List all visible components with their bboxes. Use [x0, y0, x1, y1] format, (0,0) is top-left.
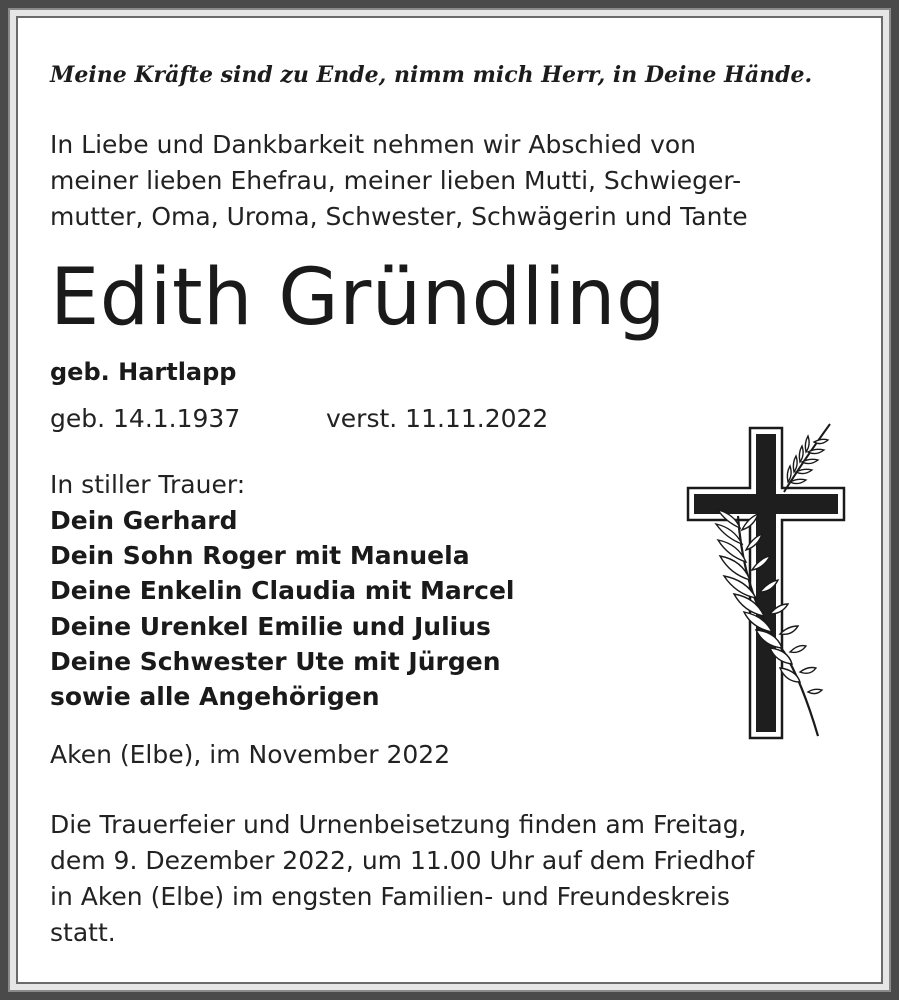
service-line: Die Trauerfeier und Urnenbeisetzung finden am Freitag,	[50, 810, 747, 839]
service-line: in Aken (Elbe) im engsten Familien- und Freundeskreis	[50, 882, 730, 911]
place-date: Aken (Elbe), im November 2022	[50, 740, 451, 769]
maiden-name: geb. Hartlapp	[50, 358, 237, 386]
mourner-line: sowie alle Angehörigen	[50, 682, 380, 712]
mourner-line: Deine Enkelin Claudia mit Marcel	[50, 576, 515, 606]
cross-with-palm	[684, 420, 854, 750]
service-notice	[50, 807, 840, 951]
mourners-list	[50, 503, 514, 714]
mourner-line: Dein Gerhard	[50, 506, 238, 535]
motto-verse: Meine Kräfte sind zu Ende, nimm mich Herr, in Deine Hände.	[50, 62, 813, 88]
service-line: statt.	[50, 918, 116, 947]
intro-text	[50, 127, 840, 235]
intro-line: meiner lieben Ehefrau, meiner lieben Mutti, Schwieger-	[50, 166, 742, 195]
mourner-line: Dein Sohn Roger mit Manuela	[50, 541, 470, 571]
intro-line: In Liebe und Dankbarkeit nehmen wir Abschied von	[50, 130, 697, 159]
deceased-name: Edith Gründling	[50, 253, 666, 343]
mourner-line: Deine Urenkel Emilie und Julius	[50, 611, 491, 641]
death-date: verst. 11.11.2022	[326, 404, 549, 433]
birth-date: geb. 14.1.1937	[50, 404, 241, 433]
mourning-label: In stiller Trauer:	[50, 470, 246, 499]
mourner-line: Deine Schwester Ute mit Jürgen	[50, 646, 501, 676]
life-dates	[50, 404, 549, 433]
cross-icon	[684, 420, 854, 750]
intro-line: mutter, Oma, Uroma, Schwester, Schwägerin und Tante	[50, 202, 748, 231]
service-line: dem 9. Dezember 2022, um 11.00 Uhr auf dem Friedhof	[50, 846, 755, 875]
